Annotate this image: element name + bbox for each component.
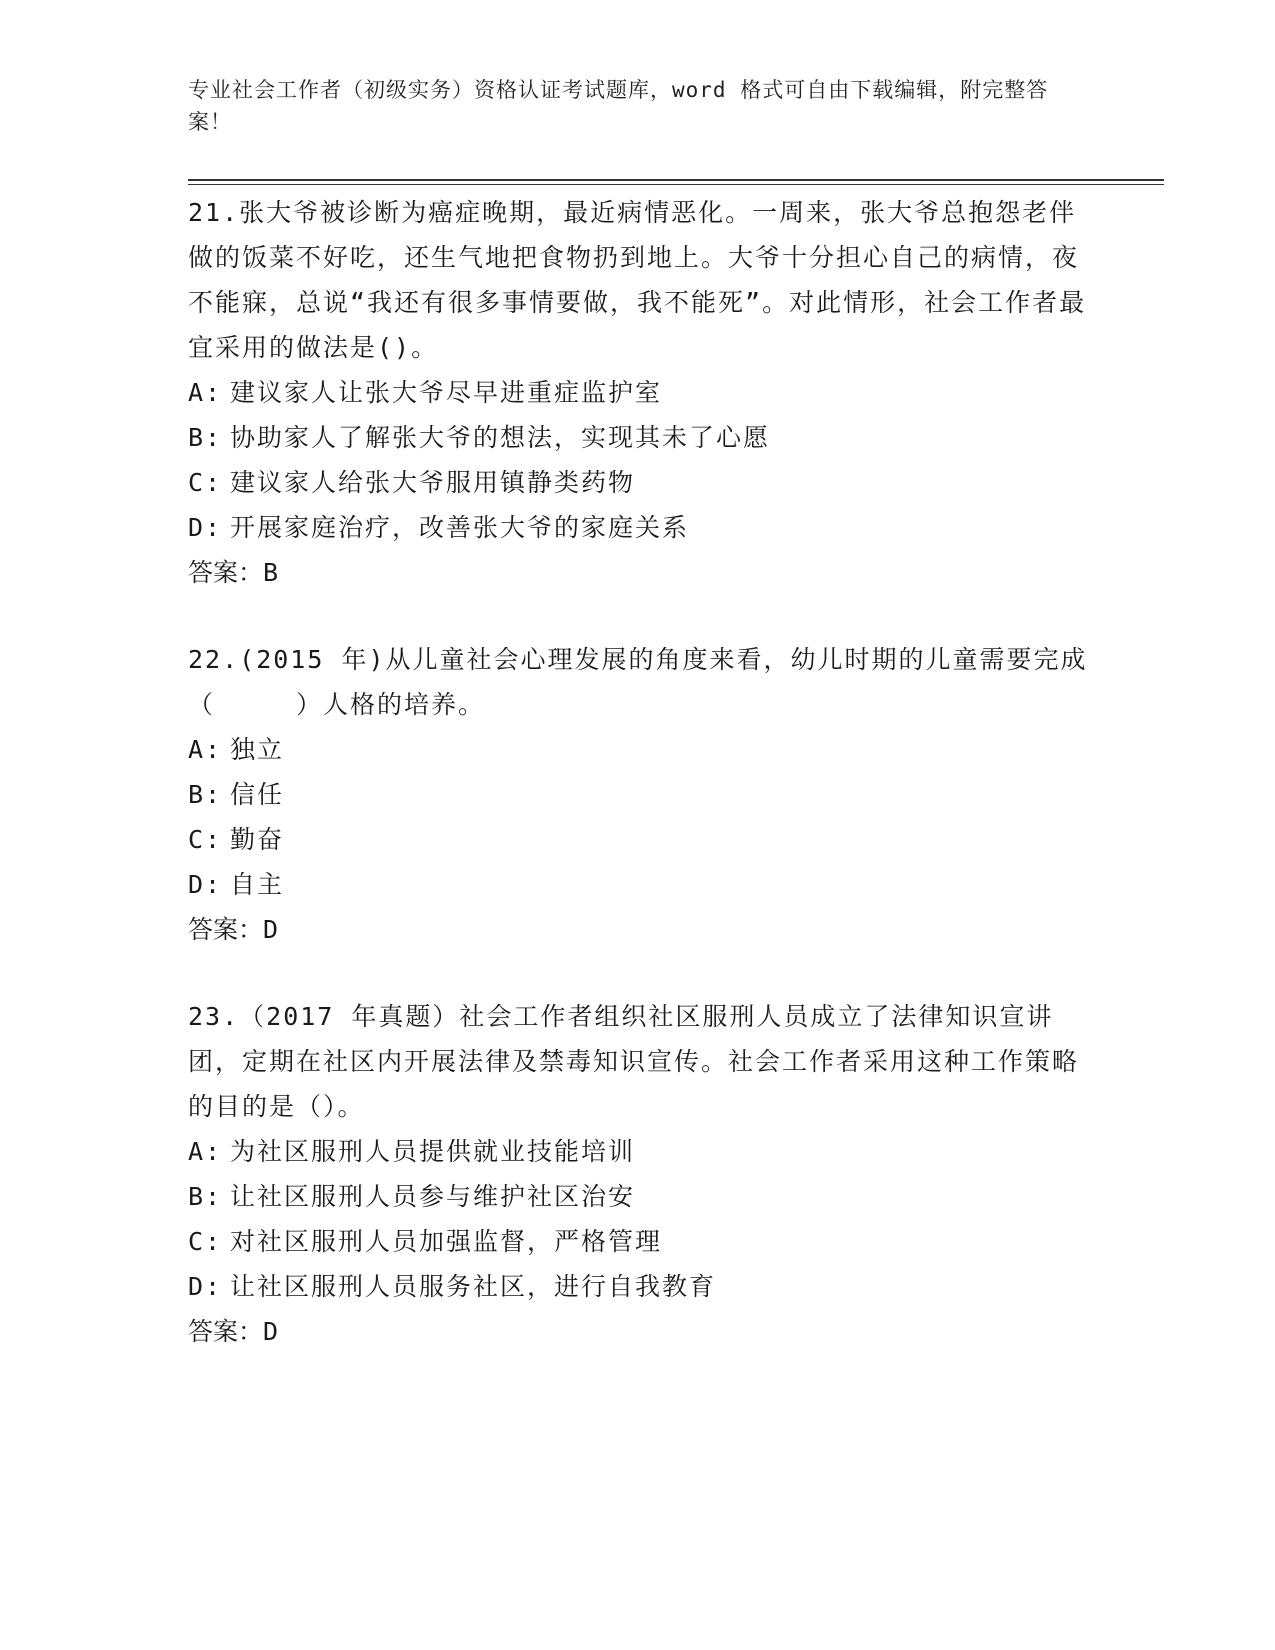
- answer-label: 答案：: [188, 915, 264, 944]
- option-text: 建议家人让张大爷尽早进重症监护室: [230, 378, 663, 407]
- answer-value: D: [263, 915, 279, 944]
- answer-value: B: [263, 558, 279, 587]
- answer-value: D: [263, 1317, 279, 1346]
- option-letter: D:: [188, 1272, 223, 1301]
- option-letter: B:: [188, 423, 223, 452]
- option-c: [188, 460, 1088, 505]
- option-text: 为社区服刑人员提供就业技能培训: [230, 1137, 636, 1166]
- question-22: [188, 637, 1088, 952]
- option-text: 让社区服刑人员参与维护社区治安: [230, 1182, 636, 1211]
- option-letter: A:: [188, 1137, 223, 1166]
- option-letter: B:: [188, 1182, 223, 1211]
- option-a: [188, 1129, 1088, 1174]
- option-text: 信任: [230, 780, 285, 809]
- question-stem: 23.（2017 年真题）社会工作者组织社区服刑人员成立了法律知识宣讲团，定期在社区内开展法律及禁毒知识宣传。社会工作者采用这种工作策略的目的是（）。: [188, 1002, 1080, 1121]
- header-divider-thick: [188, 179, 1164, 181]
- option-letter: A:: [188, 735, 223, 764]
- option-letter: D:: [188, 870, 223, 899]
- option-letter: C:: [188, 825, 223, 854]
- option-a: [188, 370, 1088, 415]
- question-stem: 21.张大爷被诊断为癌症晚期，最近病情恶化。一周来，张大爷总抱怨老伴做的饭菜不好吃，还生气地把食物扔到地上。大爷十分担心自己的病情，夜不能寐，总说“我还有很多事情要做，我不能死”。对此情形，社会工作者最宜采用的做法是()。: [188, 198, 1087, 362]
- question-23: [188, 994, 1088, 1354]
- answer-label: 答案：: [188, 558, 264, 587]
- option-c: [188, 1219, 1088, 1264]
- answer-line: [188, 907, 1088, 952]
- option-text: 对社区服刑人员加强监督，严格管理: [230, 1227, 663, 1256]
- option-d: [188, 862, 1088, 907]
- question-21: [188, 190, 1088, 595]
- option-text: 让社区服刑人员服务社区，进行自我教育: [230, 1272, 717, 1301]
- question-stem: 22.(2015 年)从儿童社会心理发展的角度来看，幼儿时期的儿童需要完成（ ）人格的培养。: [188, 645, 1088, 719]
- option-text: 自主: [230, 870, 285, 899]
- document-header: 专业社会工作者（初级实务）资格认证考试题库，word 格式可自由下载编辑，附完整答案！: [188, 78, 1049, 134]
- option-a: [188, 727, 1088, 772]
- answer-line: [188, 1309, 1088, 1354]
- option-letter: C:: [188, 468, 223, 497]
- header-divider-thin: [188, 184, 1164, 185]
- answer-label: 答案：: [188, 1317, 264, 1346]
- option-text: 独立: [230, 735, 285, 764]
- option-text: 协助家人了解张大爷的想法，实现其未了心愿: [230, 423, 771, 452]
- option-d: [188, 1264, 1088, 1309]
- option-d: [188, 505, 1088, 550]
- option-text: 开展家庭治疗，改善张大爷的家庭关系: [230, 513, 690, 542]
- option-b: [188, 772, 1088, 817]
- option-letter: A:: [188, 378, 223, 407]
- option-c: [188, 817, 1088, 862]
- option-letter: B:: [188, 780, 223, 809]
- option-text: 勤奋: [230, 825, 285, 854]
- option-letter: C:: [188, 1227, 223, 1256]
- option-b: [188, 415, 1088, 460]
- option-text: 建议家人给张大爷服用镇静类药物: [230, 468, 636, 497]
- option-letter: D:: [188, 513, 223, 542]
- question-list: [188, 190, 1088, 1396]
- option-b: [188, 1174, 1088, 1219]
- answer-line: [188, 550, 1088, 595]
